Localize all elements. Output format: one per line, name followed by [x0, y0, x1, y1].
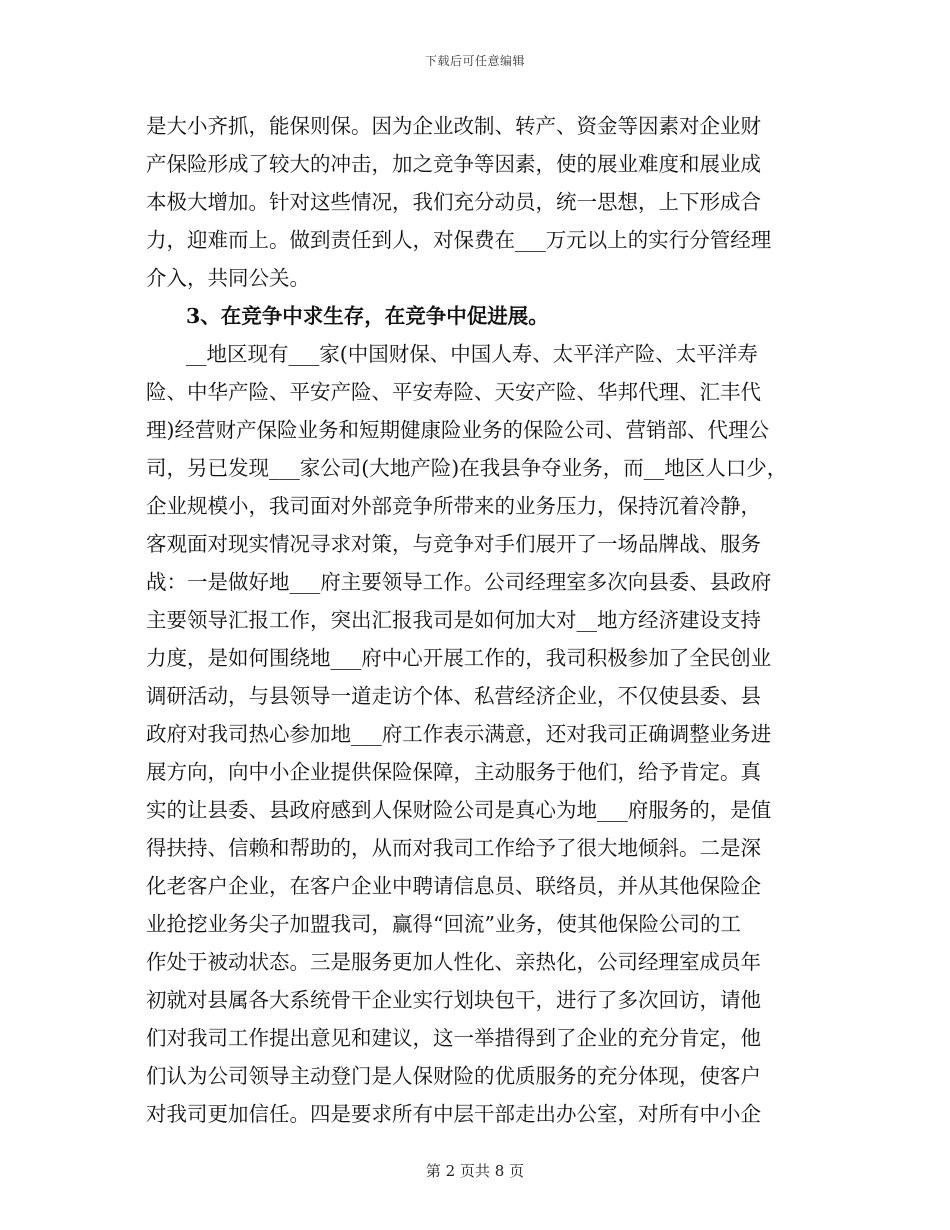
text-line: 战：一是做好地___府主要领导工作。公司经理室多次向县委、县政府 — [146, 570, 772, 594]
text-line: 业抢挖业务尖子加盟我司，赢得“回流”业务，使其他保险公司的工 — [146, 912, 741, 936]
text-line: 实的让县委、县政府感到人保财险公司是真心为地___府服务的，是值 — [146, 798, 772, 822]
text-line: __地区现有___家(中国财保、中国人寿、太平洋产险、太平洋寿 — [186, 342, 758, 366]
text-line: 得扶持、信赖和帮助的，从而对我司工作给予了很大地倾斜。二是深 — [146, 836, 761, 860]
text-line: 客观面对现实情况寻求对策，与竞争对手们展开了一场品牌战、服务 — [146, 532, 761, 556]
text-line: 力度，是如何围绕地___府中心开展工作的，我司积极参加了全民创业 — [146, 646, 772, 670]
text-line: 是大小齐抓，能保则保。因为企业改制、转产、资金等因素对企业财 — [146, 114, 761, 138]
text-line: 主要领导汇报工作，突出汇报我司是如何加大对__地方经济建设支持 — [146, 608, 761, 632]
text-line: 险、中华产险、平安产险、平安寿险、天安产险、华邦代理、汇丰代 — [146, 380, 761, 404]
text-line: 本极大增加。针对这些情况，我们充分动员，统一思想，上下形成合 — [146, 190, 761, 214]
text-line: 理)经营财产保险业务和短期健康险业务的保险公司、营销部、代理公 — [146, 418, 769, 442]
text-line: 力，迎难而上。做到责任到人，对保费在___万元以上的实行分管经理 — [146, 228, 772, 252]
text-line: 政府对我司热心参加地___府工作表示满意，还对我司正确调整业务进 — [146, 722, 772, 746]
text-line: 介入，共同公关。 — [146, 266, 310, 290]
text-line: 展方向，向中小企业提供保险保障，主动服务于他们，给予肯定。真 — [146, 760, 761, 784]
text-line: 初就对县属各大系统骨干企业实行划块包干，进行了多次回访，请他 — [146, 988, 761, 1012]
text-line: 化老客户企业，在客户企业中聘请信息员、联络员，并从其他保险企 — [146, 874, 761, 898]
text-line: 作处于被动状态。三是服务更加人性化、亲热化，公司经理室成员年 — [146, 950, 761, 974]
text-line: 们对我司工作提出意见和建议，这一举措得到了企业的充分肯定，他 — [146, 1026, 761, 1050]
text-line: 司，另已发现___家公司(大地产险)在我县争夺业务，而__地区人口少， — [146, 456, 788, 480]
page-header: 下载后可任意编辑 — [424, 54, 525, 68]
page-number: 第 2 页共 8 页 — [425, 1162, 525, 1180]
text-line: 企业规模小，我司面对外部竞争所带来的业务压力，保持沉着冷静， — [146, 494, 761, 518]
section-heading: 3、在竞争中求生存，在竞争中促进展。 — [186, 304, 549, 328]
text-line: 调研活动，与县领导一道走访个体、私营经济企业，不仅使县委、县 — [146, 684, 761, 708]
text-line: 产保险形成了较大的冲击，加之竞争等因素，使的展业难度和展业成 — [146, 152, 761, 176]
text-line: 对我司更加信任。四是要求所有中层干部走出办公室，对所有中小企 — [146, 1102, 761, 1126]
text-line: 们认为公司领导主动登门是人保财险的优质服务的充分体现，使客户 — [146, 1064, 761, 1088]
